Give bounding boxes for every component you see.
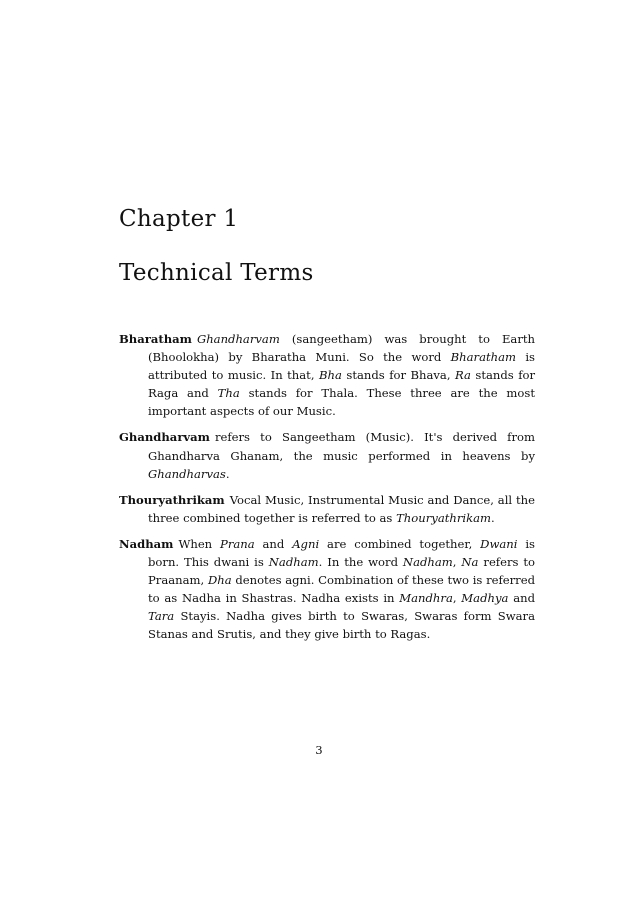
glossary-term: Nadham bbox=[119, 536, 174, 551]
glossary-term: Bharatham bbox=[119, 332, 192, 346]
glossary-text: is born. This dwani is bbox=[148, 536, 535, 570]
glossary-term: Ghandharvam bbox=[119, 430, 210, 445]
glossary-text: Vocal Music, Instrumental Music and Dance, all the three combined together is referred to as bbox=[148, 492, 535, 525]
glossary-text: Nadham bbox=[268, 555, 319, 570]
glossary-text: and bbox=[508, 591, 535, 606]
glossary-entry-thouryathrikam bbox=[119, 491, 535, 527]
glossary-text: stands for Thala. These three are the most important aspects of our Music. bbox=[148, 386, 535, 419]
glossary-text: Dha bbox=[207, 573, 232, 588]
glossary-text: refers to Praanam, bbox=[148, 555, 536, 588]
glossary-text: Tara bbox=[148, 609, 175, 624]
glossary-text: (sangeetham) was brought to Earth (Bhoolokha) by Bharatha Muni. So the word bbox=[148, 332, 535, 365]
glossary-text: Bharatham bbox=[450, 350, 517, 365]
glossary-text: Na bbox=[461, 555, 479, 570]
glossary-text: Ra bbox=[454, 368, 471, 383]
glossary-text: Prana bbox=[220, 536, 255, 551]
glossary-text: Bha bbox=[319, 368, 342, 383]
glossary-text: Ghandharvas bbox=[148, 466, 226, 481]
glossary-text: Madhya bbox=[461, 591, 509, 606]
glossary-text: refers to Sangeetham (Music). It's derived from Ghandharva Ghanam, the music performed in heavens by bbox=[148, 430, 535, 463]
glossary-text: , bbox=[452, 555, 462, 570]
glossary-text: Nadham bbox=[402, 555, 453, 570]
glossary-entry-nadham bbox=[119, 535, 535, 644]
glossary-text: is attributed to music. In that, bbox=[148, 350, 535, 383]
glossary-text: Thouryathrikam bbox=[396, 510, 492, 525]
glossary-text: When bbox=[178, 536, 221, 551]
glossary-text: Stayis. Nadha gives birth to Swaras, Swaras form Swara Stanas and Srutis, and they give birth to Ragas. bbox=[148, 609, 535, 642]
glossary-text: Mandhra bbox=[399, 591, 453, 606]
glossary-text: Tha bbox=[217, 386, 240, 401]
glossary-text: are combined together, bbox=[319, 536, 481, 551]
glossary-text: . bbox=[491, 510, 495, 525]
glossary-text: Ghandharvam bbox=[196, 332, 280, 346]
glossary-entry-ghandharvam bbox=[119, 428, 535, 482]
glossary-entry-bharatham bbox=[119, 330, 535, 420]
glossary-text: . bbox=[225, 466, 230, 481]
glossary-text: stands for Bhava, bbox=[341, 368, 455, 383]
glossary-term: Thouryathrikam bbox=[119, 492, 225, 507]
glossary-text: Dwani bbox=[480, 536, 518, 551]
glossary-text: Agni bbox=[292, 536, 320, 551]
glossary-text: denotes agni. Combination of these two is referred to as Nadha in Shastras. Nadha exists in bbox=[148, 573, 535, 606]
glossary-list bbox=[119, 330, 535, 652]
glossary-text: and bbox=[254, 536, 293, 551]
chapter-label: Chapter 1 bbox=[119, 206, 239, 232]
glossary-text: stands for Raga and bbox=[148, 368, 536, 401]
chapter-title: Technical Terms bbox=[119, 260, 314, 286]
glossary-text: , bbox=[452, 591, 462, 606]
glossary-text: . In the word bbox=[318, 555, 403, 570]
page-number: 3 bbox=[315, 743, 323, 757]
